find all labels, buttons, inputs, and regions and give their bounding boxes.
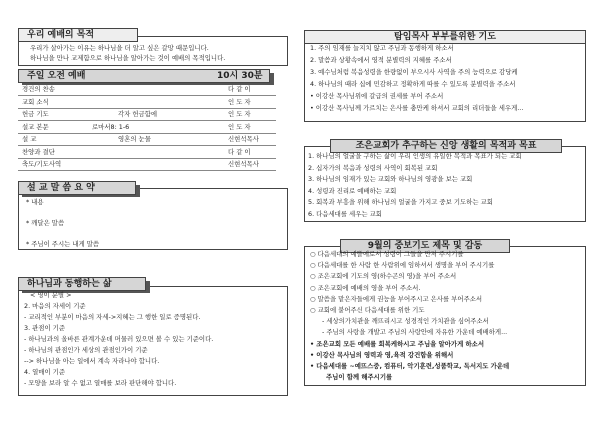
worship-row-leader: 신현석목사 [228,135,259,143]
walk-line: - 교리적인 부분이 마음의 자세->지혜는 그 행한 일로 증명된다. [24,313,201,321]
walk-line: - 하나님의 관점인가 세상의 관점인가이 기준 [24,346,148,354]
worship-row-leader: 인 도 자 [228,97,251,106]
worship-row-leader: 신현석목사 [228,160,259,168]
worship-row-label: 설교 본문 [22,122,49,131]
goal-line: 2. 십자가의 복음과 성령의 사역이 회복된 교회 [308,163,438,172]
intercession-line: ○ 조은교회에 예배의 영을 부어 주소서. [310,283,421,292]
worship-row-label: 교회 소식 [22,97,49,106]
goal-line: 1. 하나님의 얼굴을 구하는 삶이 우리 인생의 유일한 목적과 목표가 되는 교회 [308,152,522,160]
worship-row-leader: 인 도 자 [228,122,251,131]
pastor-prayer-line: 4. 하나님의 때라 십에 민감하고 정확하게 따를 수 있도록 분별력을 주소서 [310,80,516,88]
worship-row-label: 축도/기도사역 [22,160,62,168]
worship-row-leader: 인 도 자 [228,110,251,118]
worship-row-label: 경건의 찬송 [22,85,55,93]
pastor-prayer-line: • 이강산 목사님위에 갈급의 권세를 부어 주소서 [310,92,444,100]
worship-row-note: 각자 헌금함에 [118,110,158,118]
intercession-line: • 조은교회 모든 예배를 회복케하시고 주님을 알아가게 하소서 [310,339,484,348]
summary-title: 설 교 말 씀 요 약 [18,181,136,195]
summary-item-word: * 주님이 주시는 내게 말씀 [26,240,100,248]
intercession-line: 주님이 함께 해주시기를 [326,373,393,382]
purpose-title: 우리 예배의 목적 [18,28,138,42]
worship-row-divider [18,145,276,146]
intercession-line: ○ 다음세대의 예뜰에로서 성령이 그들을 만져 주시기를 [310,250,464,258]
worship-row-divider [18,158,276,159]
worship-row-label: 찬양과 결단 [22,147,55,156]
pastor-prayer-line: 2. 말씀과 상황속에서 영적 분별력의 지혜를 주소서 [310,56,452,64]
intercession-line: ○ 교회에 붙어주신 다음세대를 위한 기도 [310,306,425,314]
intercession-line: - 세상의가치관을 깨뜨리시고 성경적인 가치관을 심어주소서 [322,317,489,326]
worship-row-divider [18,170,276,171]
intercession-line: ○ 다음세대를 한 사람 한 사람위에 임하셔서 생명을 부어 주시기를 [310,261,495,270]
goal-line: 4. 성령과 진리로 예배하는 교회 [308,186,397,195]
purpose-line-1: 우리가 살아가는 이유는 하나님을 더 알고 싶은 갈망 때문입니다. [30,44,209,52]
worship-row-leader: 다 같 이 [228,85,251,93]
worship-row-leader: 다 같 이 [228,147,251,156]
worship-row-divider [18,108,276,109]
walk-line: 3. 관점이 기준 [24,324,66,332]
intercession-line: ○ 말씀을 맡은자들에게 권능을 부어주시고 은사를 부어주소서 [310,294,483,303]
intercession-line: • 다음세대를 ~예뜨스중, 컴퓨터, 악기훈련,성품학교, 독서지도 가운데 [310,362,510,370]
intercession-line: - 주님의 사랑을 개발고 주님의 사랑안에 자유한 가운데 예배하게... [322,328,508,337]
walk-line: 4. 열매이 기준 [24,368,66,376]
intercession-line: ○ 조은교회에 기도의 영(하수곤의 영)을 부어 주소서 [310,272,457,281]
summary-item-realized: * 깨달은 말씀 [26,219,65,227]
goal-line: 3. 하나님의 임재가 있는 교회와 하나님의 영광을 보는 교회 [308,175,473,183]
summary-item-content: * 내용 [26,198,44,206]
pastor-prayer-title: 탐임목사 부부를위한 기도 [304,30,586,44]
pastor-prayer-line: 3. 예수님처럼 복음성령을 한량없이 부으시사 사역을 주의 능력으로 감당케 [310,68,518,76]
worship-header [18,69,270,83]
walk-line: - 모양을 보라 알 수 없고 열매를 보라 판단해야 합니다. [24,379,177,387]
purpose-line-2: 하나님을 만나 교제함으로 하나님을 알아가는 것이 예배의 목적입니다. [30,54,226,62]
goals-title: 조은교회가 추구하는 신앙 생활의 목적과 목표 [330,139,562,153]
worship-row-note: 영혼의 눈물 [118,135,151,143]
worship-time: 10시 30분 [217,71,263,81]
walk-line: 2. 마음의 자세이 기준 [24,302,86,310]
walk-line: - 하나님과의 올바른 관계가운데 머물러 있으면 볼 수 있는 기준이다. [24,335,214,343]
intercession-title: 9월의 중보기도 제목 및 감동 [340,239,510,253]
worship-row-divider [18,120,276,121]
intercession-line: • 이강산 목사님의 영력과 영,육적 강건함을 위해서 [310,350,454,359]
worship-row-label: 설 교 [22,135,37,143]
walk-title: 하나님과 동행하는 삶 [18,277,146,291]
worship-row-divider [18,133,276,134]
worship-row-divider [18,95,276,96]
goal-line: 5. 회복과 부흥을 위해 하나님의 얼굴을 가지고 중보 기도하는 교회 [308,198,493,206]
pastor-prayer-line: • 이강산 목사님께 가르치는 은사를 충만케 하셔서 교회의 리더들을 세우게... [310,104,524,112]
walk-line: --> 하나님을 아는 일에서 계속 자라나야 합니다. [24,357,160,365]
worship-row-text: 로마서8: 1-6 [92,122,130,131]
goal-line: 6. 다음세대를 세우는 교회 [308,209,382,218]
worship-row-label: 헌금 기도 [22,110,49,118]
worship-title: 주일 오전 예배 [27,71,86,81]
pastor-prayer-line: 1. 주의 임재를 늘지치 않고 주님과 동행하게 하소서 [310,44,454,52]
walk-subtitle: < 영이 분별 > [30,291,72,299]
